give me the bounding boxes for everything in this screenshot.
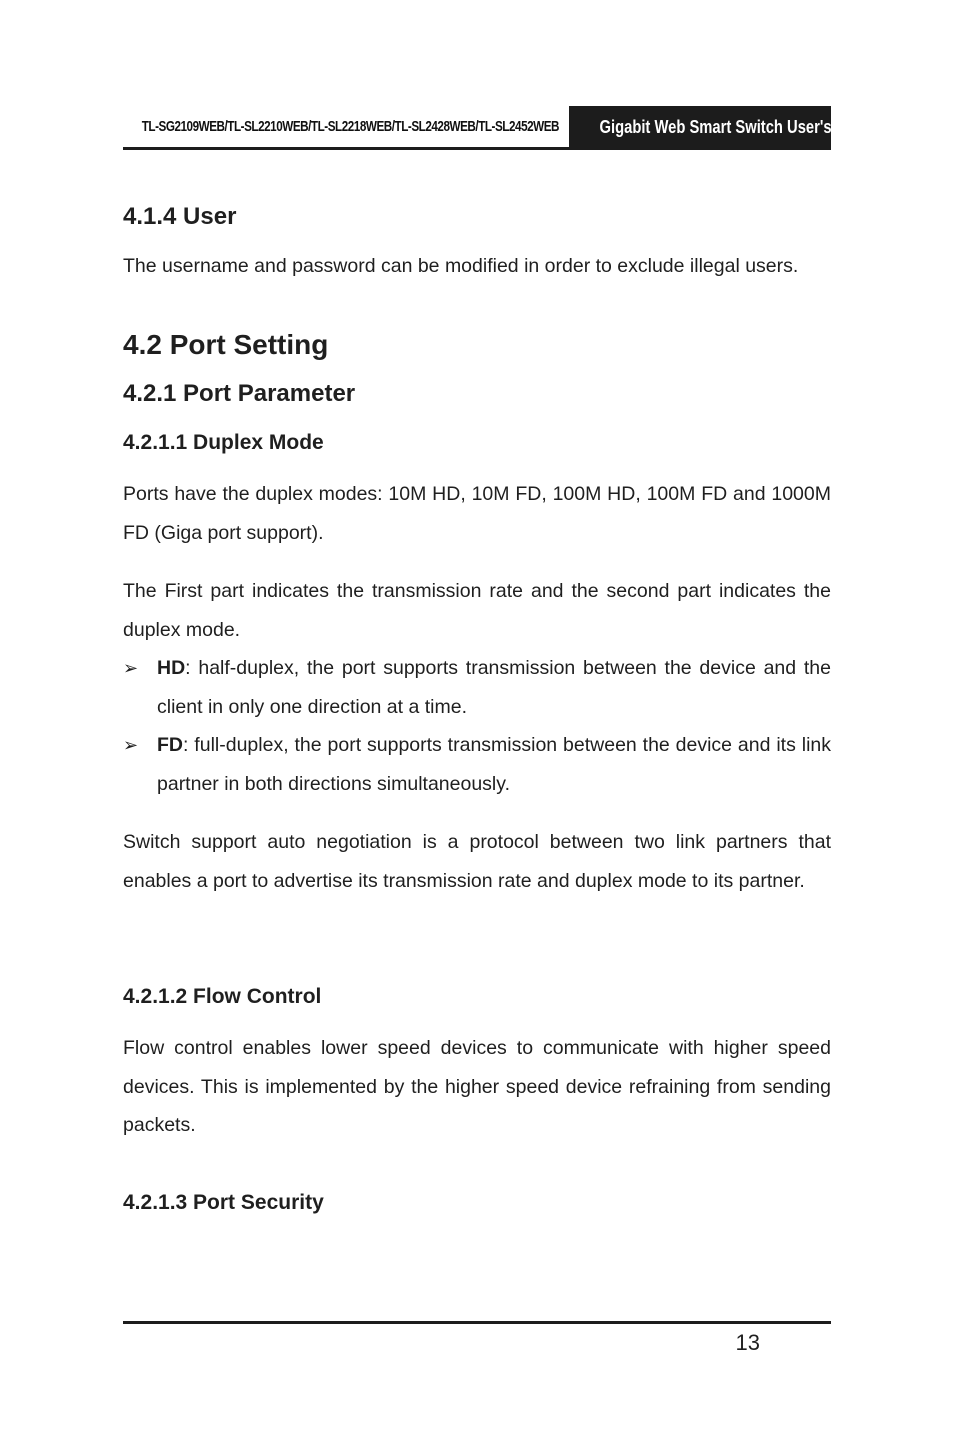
bullet-description: : half-duplex, the port supports transmission between the device and the client in only one direction at a time. (157, 657, 831, 718)
footer-rule (123, 1321, 831, 1324)
bullet-text (157, 726, 831, 803)
page-header (123, 106, 878, 150)
header-rule (123, 147, 831, 150)
header-guide-title: Gigabit Web Smart Switch User's Guide (569, 106, 831, 148)
header-model-list: TL-SG2109WEB/TL-SL2210WEB/TL-SL2218WEB/TL-SL2428WEB/TL-SL2452WEB (141, 118, 559, 135)
auto-negotiation-paragraph: Switch support auto negotiation is a protocol between two link partners that enables a port to advertise its transmission rate and duplex mode to its partner. (123, 831, 831, 892)
arrow-bullet-icon: ➢ (123, 735, 139, 755)
heading-user: 4.1.4 User (123, 203, 237, 230)
bullet-text (157, 649, 831, 726)
bullet-description: : full-duplex, the port supports transmission between the device and its link partner in both directions simultaneously. (157, 734, 831, 795)
bullet-term: HD (157, 657, 186, 679)
heading-duplex-mode: 4.2.1.1 Duplex Mode (123, 431, 324, 454)
duplex-paragraph-2: The First part indicates the transmission rate and the second part indicates the duplex mode. (123, 580, 831, 641)
bullet-term: FD (157, 734, 183, 756)
flow-control-paragraph: Flow control enables lower speed devices to communicate with higher speed devices. This is implemented by the higher speed device refraining from sending packets. (123, 1037, 831, 1136)
heading-port-setting: 4.2 Port Setting (123, 329, 329, 360)
duplex-paragraph-1: Ports have the duplex modes: 10M HD, 10M FD, 100M HD, 100M FD and 1000M FD (Giga port support). (123, 483, 831, 544)
heading-flow-control: 4.2.1.2 Flow Control (123, 985, 322, 1008)
user-paragraph: The username and password can be modified in order to exclude illegal users. (123, 255, 799, 277)
heading-port-security: 4.2.1.3 Port Security (123, 1191, 324, 1214)
page-number: 13 (735, 1330, 760, 1355)
arrow-bullet-icon: ➢ (123, 658, 139, 678)
heading-port-parameter: 4.2.1 Port Parameter (123, 380, 356, 407)
